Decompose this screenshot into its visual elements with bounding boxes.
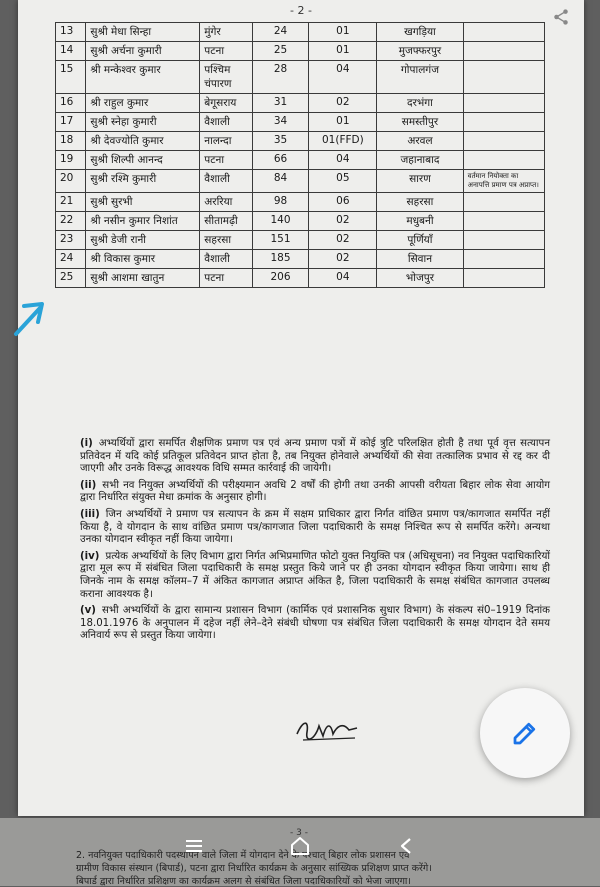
cell-posting: जहानाबाद — [377, 151, 463, 170]
cell-remark — [463, 61, 544, 94]
cell-sn: 15 — [56, 61, 86, 94]
cell-posting: अरवल — [377, 132, 463, 151]
cell-rank: 66 — [252, 151, 309, 170]
table-row — [56, 250, 545, 269]
cell-rank: 24 — [252, 23, 309, 42]
table-row — [56, 231, 545, 250]
signature — [293, 712, 363, 746]
next-page-line: बिपार्ड द्वारा निर्धारित प्रशिक्षण का कार्यक्रम अलग से संबंधित जिला पदाधिकारियों को भेजा जाएगा। — [76, 876, 411, 887]
cell-rank: 31 — [252, 94, 309, 113]
cell-rank: 35 — [252, 132, 309, 151]
cell-name: सुश्री अर्चना कुमारी — [86, 42, 200, 61]
table-row — [56, 151, 545, 170]
cell-category: 04 — [309, 61, 377, 94]
note-item — [80, 438, 550, 476]
table-row — [56, 269, 545, 288]
note-label: (v) — [80, 605, 96, 617]
cell-posting: सिवान — [377, 250, 463, 269]
cell-remark — [463, 113, 544, 132]
cell-district: वैशाली — [200, 170, 252, 193]
cell-name: श्री राहुल कुमार — [86, 94, 200, 113]
cell-category: 02 — [309, 231, 377, 250]
cell-name: सुश्री डेजी रानी — [86, 231, 200, 250]
cell-name: सुश्री स्नेहा कुमारी — [86, 113, 200, 132]
cell-district: मुंगेर — [200, 23, 252, 42]
cell-remark — [463, 193, 544, 212]
cell-sn: 21 — [56, 193, 86, 212]
document-page — [18, 0, 584, 816]
cell-district: वैशाली — [200, 113, 252, 132]
cell-category: 04 — [309, 151, 377, 170]
next-page-line: ग्रामीण विकास संस्थान (बिपार्ड), पटना द्वारा निर्धारित कार्यक्रम के अनुसार सांख्यिक प्रशिक्षण प्राप्त करेंगे। — [76, 863, 432, 874]
cell-district: सहरसा — [200, 231, 252, 250]
cell-sn: 22 — [56, 212, 86, 231]
cell-district: पटना — [200, 269, 252, 288]
cell-posting: मधुबनी — [377, 212, 463, 231]
cell-name: सुश्री आशमा खातुन — [86, 269, 200, 288]
note-text: अभ्यर्थियों द्वारा समर्पित शैक्षणिक प्रमाण पत्र एवं अन्य प्रमाण पत्रों में कोई त्रुटि परिलक्षित होती है तथा पूर्व वृत्त सत्यापन प्रतिवेदन में यदि कोई प्रतिकूल प्रतिवेदन प्राप्त होता है, तब नियुक्त होनेवाले अभ्यर्थियों की सेवा तत्कालिक प्रभाव से रद्द कर दी जाएगी और उनके विरूद्ध आवश्यक विधि सम्मत कार्रवाई की जायेगी। — [80, 438, 550, 475]
note-item — [80, 509, 550, 547]
cell-remark — [463, 151, 544, 170]
note-item — [80, 605, 550, 643]
table-row — [56, 42, 545, 61]
cell-rank: 25 — [252, 42, 309, 61]
cell-name: सुश्री रश्मि कुमारी — [86, 170, 200, 193]
cell-name: श्री नसीन कुमार निशांत — [86, 212, 200, 231]
cell-district: वैशाली — [200, 250, 252, 269]
cell-name: श्री मन्केश्वर कुमार — [86, 61, 200, 94]
pencil-icon — [510, 718, 540, 748]
cell-district: अररिया — [200, 193, 252, 212]
cell-sn: 14 — [56, 42, 86, 61]
cell-posting: सारण — [377, 170, 463, 193]
cell-remark — [463, 94, 544, 113]
cell-category: 01 — [309, 113, 377, 132]
note-text: सभी अभ्यर्थियों के द्वारा सामान्य प्रशासन विभाग (कार्मिक एवं प्रशासनिक सुधार विभाग) के संकल्प सं0–1919 दिनांक 18.01.1976 के अनुपालन में दहेज नहीं लेने–देने संबंधी घोषणा पत्र संबंधित जिला पदाधिकारी के समक्ष योगदान देते समय अनिवार्य रूप से प्रस्तुत किया जायेगा। — [80, 605, 550, 642]
cell-category: 06 — [309, 193, 377, 212]
note-label: (iv) — [80, 550, 100, 562]
note-text: सभी नव नियुक्त अभ्यर्थियों की परीक्ष्यमान अवधि 2 वर्षों की होगी तथा उनकी आपसी वरीयता बिहार लोक सेवा आयोग द्वारा निर्धारित संयुक्त मेधा क्रमांक के अनुसार होगी। — [80, 479, 550, 504]
note-label: (i) — [80, 438, 93, 449]
cell-rank: 34 — [252, 113, 309, 132]
cell-category: 05 — [309, 170, 377, 193]
table-row — [56, 170, 545, 193]
cell-name: सुश्री सुरभी — [86, 193, 200, 212]
table-row — [56, 193, 545, 212]
recent-apps-button[interactable] — [176, 832, 212, 860]
cell-remark — [463, 212, 544, 231]
cell-district: सीतामढ़ी — [200, 212, 252, 231]
cell-sn: 17 — [56, 113, 86, 132]
navigation-bar — [0, 826, 600, 866]
note-label: (iii) — [80, 508, 100, 520]
cell-sn: 24 — [56, 250, 86, 269]
note-label: (ii) — [80, 479, 97, 491]
share-icon[interactable] — [552, 8, 570, 26]
cell-category: 04 — [309, 269, 377, 288]
back-button[interactable] — [388, 832, 424, 860]
cell-sn: 18 — [56, 132, 86, 151]
cell-category: 02 — [309, 94, 377, 113]
cell-district: पटना — [200, 151, 252, 170]
candidate-table — [55, 22, 545, 288]
cell-posting: पूर्णियाँ — [377, 231, 463, 250]
cell-posting: दरभंगा — [377, 94, 463, 113]
cell-category: 01 — [309, 23, 377, 42]
cell-category: 02 — [309, 212, 377, 231]
edit-button[interactable] — [480, 688, 570, 778]
home-icon — [288, 834, 312, 858]
cell-sn: 23 — [56, 231, 86, 250]
cell-name: सुश्री शिल्पी आनन्द — [86, 151, 200, 170]
table-row — [56, 23, 545, 42]
cell-remark: वर्तमान नियोक्ता का अनापत्ति प्रमाण पत्र अप्राप्त। — [463, 170, 544, 193]
cell-posting: गोपालगंज — [377, 61, 463, 94]
page-number: - 2 - — [290, 4, 312, 17]
cell-category: 02 — [309, 250, 377, 269]
cell-district: नालन्दा — [200, 132, 252, 151]
cell-rank: 28 — [252, 61, 309, 94]
cell-rank: 185 — [252, 250, 309, 269]
cell-remark — [463, 269, 544, 288]
cell-remark — [463, 42, 544, 61]
cell-category: 01(FFD) — [309, 132, 377, 151]
conditions-notes — [80, 438, 550, 647]
table-row — [56, 94, 545, 113]
cell-name: श्री देवज्योति कुमार — [86, 132, 200, 151]
note-text: जिन अभ्यर्थियों ने प्रमाण पत्र सत्यापन के क्रम में सक्षम प्राधिकार द्वारा निर्गत वांछित प्रमाण पत्र/कागजात समर्पित नहीं किया है, वे योगदान के साथ वांछित प्रमाण पत्र/कागजात जिला पदाधिकारी के समक्ष निश्चित रूप से समर्पित करेंगे। अन्यथा उनका योगदान स्वीकृत नहीं किया जायेगा। — [80, 508, 550, 546]
cell-rank: 151 — [252, 231, 309, 250]
cell-rank: 140 — [252, 212, 309, 231]
cell-rank: 98 — [252, 193, 309, 212]
cell-sn: 25 — [56, 269, 86, 288]
cell-remark — [463, 23, 544, 42]
cell-rank: 84 — [252, 170, 309, 193]
note-item — [80, 551, 550, 601]
recent-apps-icon — [184, 837, 204, 855]
next-page-line: 2. नवनियुक्त पदाधिकारी पदस्थापन वाले जिला में योगदान देने के पश्चात् बिहार लोक प्रशासन एवं — [76, 850, 410, 861]
cell-remark — [463, 231, 544, 250]
cell-sn: 20 — [56, 170, 86, 193]
cell-name: सुश्री मेधा सिन्हा — [86, 23, 200, 42]
back-icon — [396, 836, 416, 856]
cell-remark — [463, 250, 544, 269]
cell-district: पश्चिम चंपारण — [200, 61, 252, 94]
blue-arrow-marker — [12, 296, 46, 338]
cell-posting: मुजफ्फरपुर — [377, 42, 463, 61]
table-row — [56, 132, 545, 151]
cell-sn: 16 — [56, 94, 86, 113]
table-row — [56, 61, 545, 94]
cell-remark — [463, 132, 544, 151]
cell-posting: समस्तीपुर — [377, 113, 463, 132]
next-page-number: - 3 - — [290, 828, 308, 838]
cell-rank: 206 — [252, 269, 309, 288]
cell-sn: 13 — [56, 23, 86, 42]
cell-posting: खगड़िया — [377, 23, 463, 42]
cell-district: पटना — [200, 42, 252, 61]
cell-posting: सहरसा — [377, 193, 463, 212]
cell-posting: भोजपुर — [377, 269, 463, 288]
cell-district: बेगूसराय — [200, 94, 252, 113]
note-text: प्रत्येक अभ्यर्थियों के लिए विभाग द्वारा निर्गत अभिप्रमाणित फोटो युक्त नियुक्ति पत्र (अधिसूचना) नव नियुक्त पदाधिकारियों द्वारा मूल रूप में संबंधित जिला पदाधिकारी के समक्ष प्रस्तुत किये जाने पर ही उनका योगदान स्वीकृत किया जायेगा। साथ ही जिनके नाम के समक्ष कॉलम–7 में अंकित कागजात अप्राप्त अंकित है, जिला पदाधिकारी के समक्ष संबंधित कागजात उपलब्ध कराना आवश्यक है। — [80, 550, 550, 600]
cell-name: श्री विकास कुमार — [86, 250, 200, 269]
note-item — [80, 480, 550, 505]
cell-sn: 19 — [56, 151, 86, 170]
cell-category: 01 — [309, 42, 377, 61]
home-button[interactable] — [282, 832, 318, 860]
table-row — [56, 212, 545, 231]
table-row — [56, 113, 545, 132]
